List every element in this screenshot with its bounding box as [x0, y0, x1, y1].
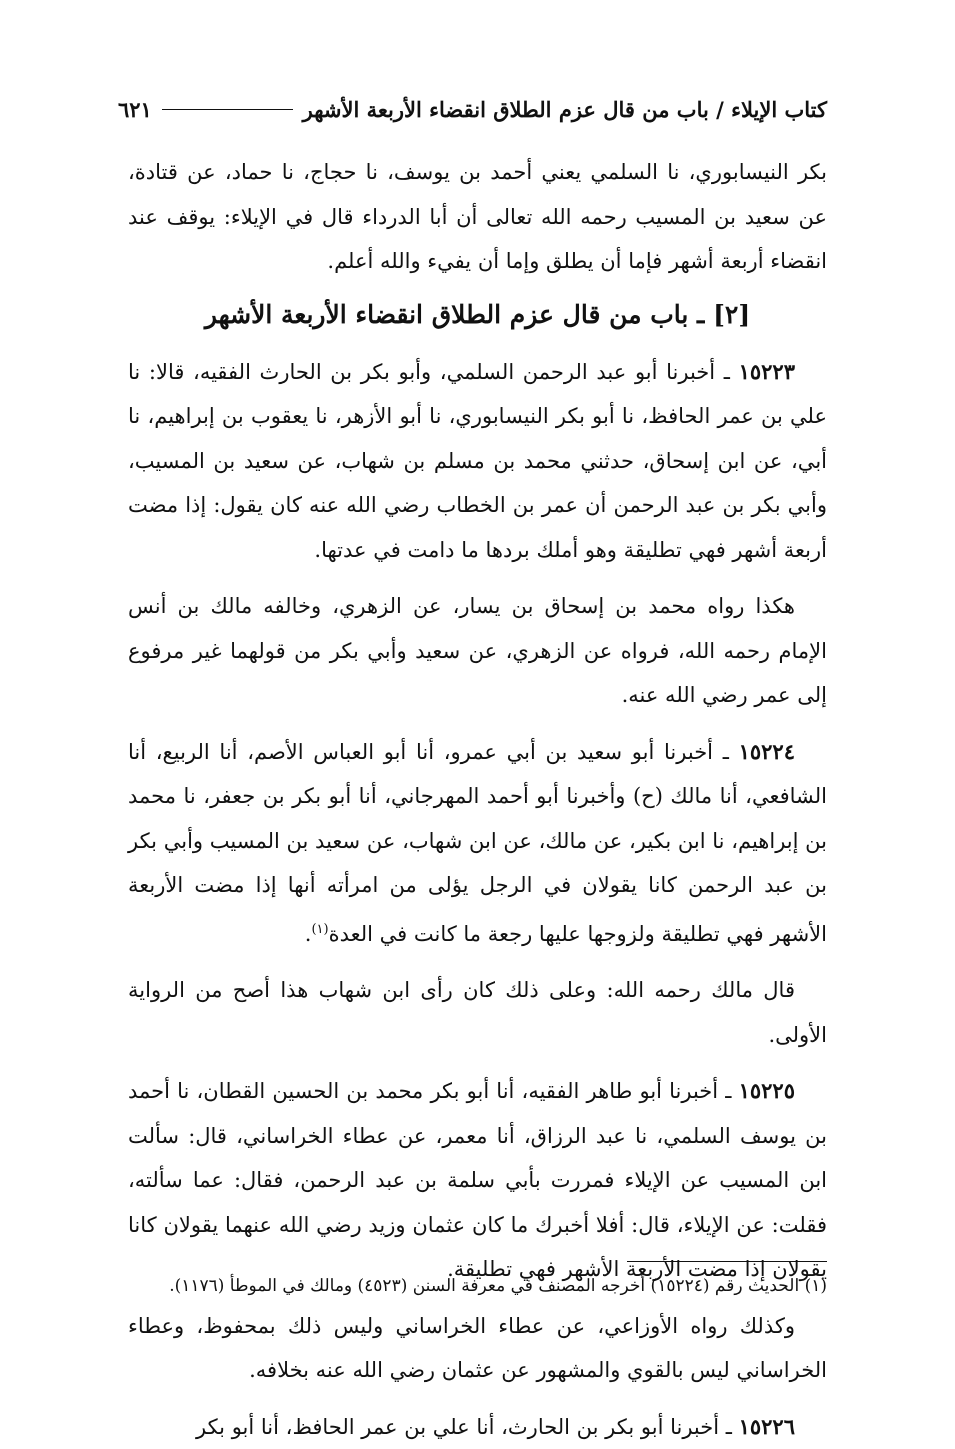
running-header-title: كتاب الإيلاء / باب من قال عزم الطلاق انقضاء الأربعة الأشهر — [303, 97, 827, 122]
intro-paragraph: بكر النيسابوري، نا السلمي يعني أحمد بن يوسف، نا حجاج، نا حماد، عن قتادة، عن سعيد بن المسيب رحمه الله تعالى أن أبا الدرداء قال في الإيلاء: يوقف عند انقضاء أربعة أشهر فإما أن يطلق وإما أن يفيء والله أعلم. — [128, 150, 827, 284]
hadith-number: ١٥٢٢٤ — [739, 739, 795, 764]
hadith-number: ١٥٢٢٣ — [739, 359, 795, 384]
footnote: (١) الحديث رقم (١٥٢٢٤) أخرجه المصنف في معرفة السنن (٤٥٢٣) ومالك في الموطأ (١١٧٦). — [128, 1272, 827, 1300]
commentary-paragraph: وكذلك رواه الأوزاعي، عن عطاء الخراساني وليس ذلك بمحفوظ، وعطاء الخراساني ليس بالقوي والمشهور عن عثمان رضي الله عنه بخلافه. — [128, 1304, 827, 1393]
commentary-paragraph: قال مالك رحمه الله: وعلى ذلك كان رأى ابن شهاب هذا أصح من الرواية الأولى. — [128, 968, 827, 1057]
hadith-number: ١٥٢٢٦ — [739, 1414, 795, 1439]
chapter-heading: [٢] ـ باب من قال عزم الطلاق انقضاء الأربعة الأشهر — [128, 292, 827, 338]
hadith-15224 — [128, 730, 827, 957]
hadith-text: ـ أخبرنا أبو طاهر الفقيه، أنا أبو بكر محمد بن الحسين القطان، نا أحمد بن يوسف السلمي، نا عبد الرزاق، أنا معمر، عن عطاء الخراساني، قال: سألت ابن المسيب عن الإيلاء فمررت بأبي سلمة بن عبد الرحمن، فقال: عما سألته، فقلت: عن الإيلاء، قال: أفلا أخبرك ما كان عثمان وزيد رضي الله عنهما يقولان كانا يقولان إذا مضت الأربعة الأشهر فهي تطليقة. — [128, 1079, 827, 1281]
hadith-text-end: . — [305, 922, 312, 946]
hadith-15226 — [128, 1405, 827, 1449]
footnote-marker[interactable]: (١) — [311, 922, 328, 937]
hadith-text: ـ أخبرنا أبو عبد الرحمن السلمي، وأبو بكر بن الحارث الفقيه، قالا: نا علي بن عمر الحافظ، نا أبو بكر النيسابوري، نا أبو الأزهر، نا يعقوب بن إبراهيم، نا أبي، عن ابن إسحاق، حدثني محمد بن مسلم بن شهاب، عن سعيد بن المسيب، وأبي بكر بن عبد الرحمن أن عمر بن الخطاب رضي الله عنه كان يقول: إذا مضت أربعة أشهر فهي تطليقة وهو أملك بردها ما دامت في عدتها. — [128, 360, 827, 562]
hadith-15223 — [128, 350, 827, 573]
footnote-separator — [627, 1261, 827, 1262]
running-header — [118, 92, 827, 126]
header-rule — [162, 109, 293, 110]
main-text — [128, 150, 827, 1449]
hadith-text: ـ أخبرنا أبو سعيد بن أبي عمرو، أنا أبو العباس الأصم، أنا الربيع، أنا الشافعي، أنا مالك (ح) وأخبرنا أبو أحمد المهرجاني، أنا أبو بكر بن جعفر، نا محمد بن إبراهيم، نا ابن بكير، عن مالك، عن ابن شهاب، عن سعيد بن المسيب وأبي بكر بن عبد الرحمن كانا يقولان في الرجل يؤلى من امرأته أنها إذا مضت الأربعة الأشهر فهي تطليقة ولزوجها عليها رجعة ما كانت في العدة — [128, 740, 827, 946]
page-number: ٦٢١ — [118, 97, 152, 122]
hadith-number: ١٥٢٢٥ — [739, 1078, 795, 1103]
hadith-text: ـ أخبرنا أبو بكر بن الحارث، أنا علي بن عمر الحافظ، أنا أبو بكر — [196, 1415, 732, 1439]
commentary-paragraph: هكذا رواه محمد بن إسحاق بن يسار، عن الزهري، وخالفه مالك بن أنس الإمام رحمه الله، فرواه عن الزهري، عن سعيد وأبي بكر من قولهما غير مرفوع إلى عمر رضي الله عنه. — [128, 584, 827, 718]
hadith-15225 — [128, 1069, 827, 1292]
